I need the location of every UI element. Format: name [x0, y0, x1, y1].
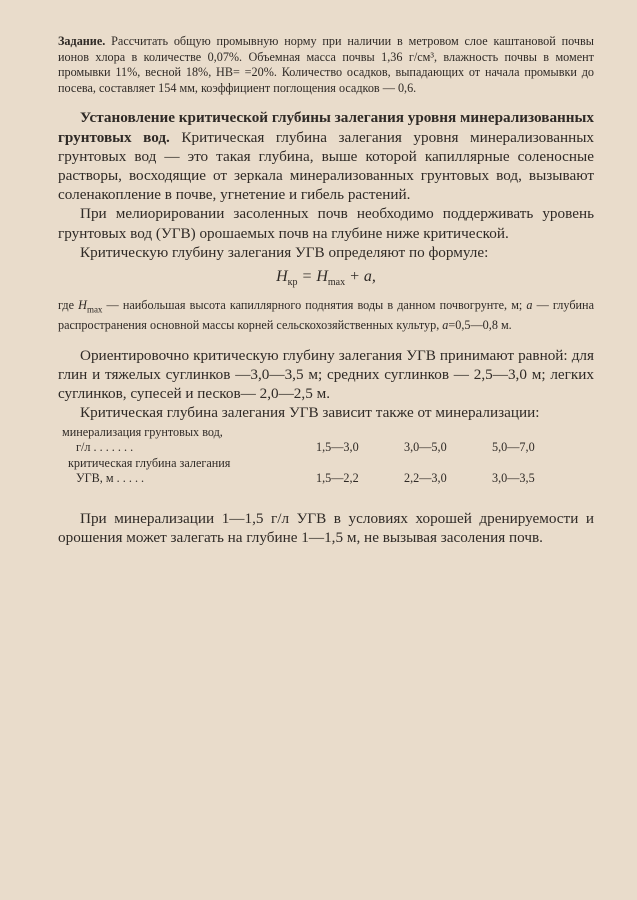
table-cell: 1,5—2,2	[316, 471, 359, 486]
table-cell: 3,0—3,5	[492, 471, 535, 486]
table-row	[62, 440, 572, 456]
table-row	[62, 456, 572, 472]
table-cell: 2,2—3,0	[404, 471, 447, 486]
formula-eq: =	[297, 268, 317, 285]
mineralization-table	[62, 425, 572, 487]
table-row	[62, 471, 572, 487]
table-cell: 3,0—5,0	[404, 440, 447, 455]
closing-paragraph: При минерализации 1—1,5 г/л УГВ в условиях хорошей дренируемости и орошения может залегать на глубине 1—1,5 м, не вызывая засоления почв.	[58, 510, 594, 547]
table-label: УГВ, м . . . . .	[76, 471, 145, 486]
table-cell: 5,0—7,0	[492, 440, 535, 455]
page	[58, 34, 594, 547]
table-label: критическая глубина залегания	[68, 455, 231, 470]
task-text: Рассчитать общую промывную норму при наличии в метровом слое каштановой почвы ионов хлора в количестве 0,07%. Объемная масса почвы 1,36 г/см³, влажность почвы в момент промывки 11%, весной 18%, НВ= =20%. Количество осадков, выпадающих от начала промывки до посева, составляет 154 мм, коэффициент поглощения осадков — 0,6.	[58, 34, 594, 95]
formula-tail: + a,	[345, 268, 376, 285]
section-p3: Критическую глубину залегания УГВ определяют по формуле:	[80, 243, 489, 261]
where-paragraph	[58, 298, 594, 334]
table-label: минерализация грунтовых вод,	[62, 424, 223, 439]
where-a2: a	[442, 318, 449, 333]
table-label: г/л . . . . . . .	[76, 440, 134, 455]
formula-h-sub: max	[327, 277, 346, 289]
approx-paragraph: Ориентировочно критическую глубину залегания УГВ принимают равной: для глин и тяжелых суглинков —3,0—3,5 м; средних суглинков — 2,5—3,0 м; легких суглинков, супесей и песков— 2,0—2,5 м.	[58, 346, 594, 403]
formula-h: H	[316, 268, 328, 285]
section-p1: Критическая глубина залегания уровня минерализованных грунтовых вод — это такая глубина, выше которой капиллярные соленосные растворы, восходящие от зеркала минерализованных грунтовых вод, вызывают соленакопление в почве, угнетение и гибель растений.	[58, 128, 595, 204]
task-paragraph	[58, 34, 594, 96]
formula-lhs: H	[276, 268, 288, 285]
where-text-2: — наибольшая высота капиллярного поднятия воды в данном почвогрунте, м;	[102, 298, 527, 313]
depends-paragraph: Критическая глубина залегания УГВ зависит также от минерализации:	[80, 404, 540, 422]
where-text-4: =0,5—0,8 м.	[448, 318, 512, 333]
table-row	[62, 425, 572, 441]
task-label: Задание.	[58, 34, 106, 48]
where-a: a	[526, 298, 533, 313]
section-heading: Установление критической глубины залегания уровня минерализованных грунтовых вод.	[58, 109, 594, 146]
formula	[58, 268, 594, 288]
where-h-sub: max	[86, 304, 103, 315]
where-text-1: где	[58, 298, 79, 313]
where-text-3: — глубина распространения основной массы корней сельскохозяйственных культур,	[58, 298, 594, 333]
table-cell: 1,5—3,0	[316, 440, 359, 455]
section-p2: При мелиорировании засоленных почв необходимо поддерживать уровень грунтовых вод (УГВ) орошаемых почв на глубине ниже критической.	[58, 205, 594, 242]
formula-lhs-sub: кр	[287, 277, 298, 289]
where-h: H	[78, 298, 87, 313]
section-paragraph	[58, 108, 594, 204]
